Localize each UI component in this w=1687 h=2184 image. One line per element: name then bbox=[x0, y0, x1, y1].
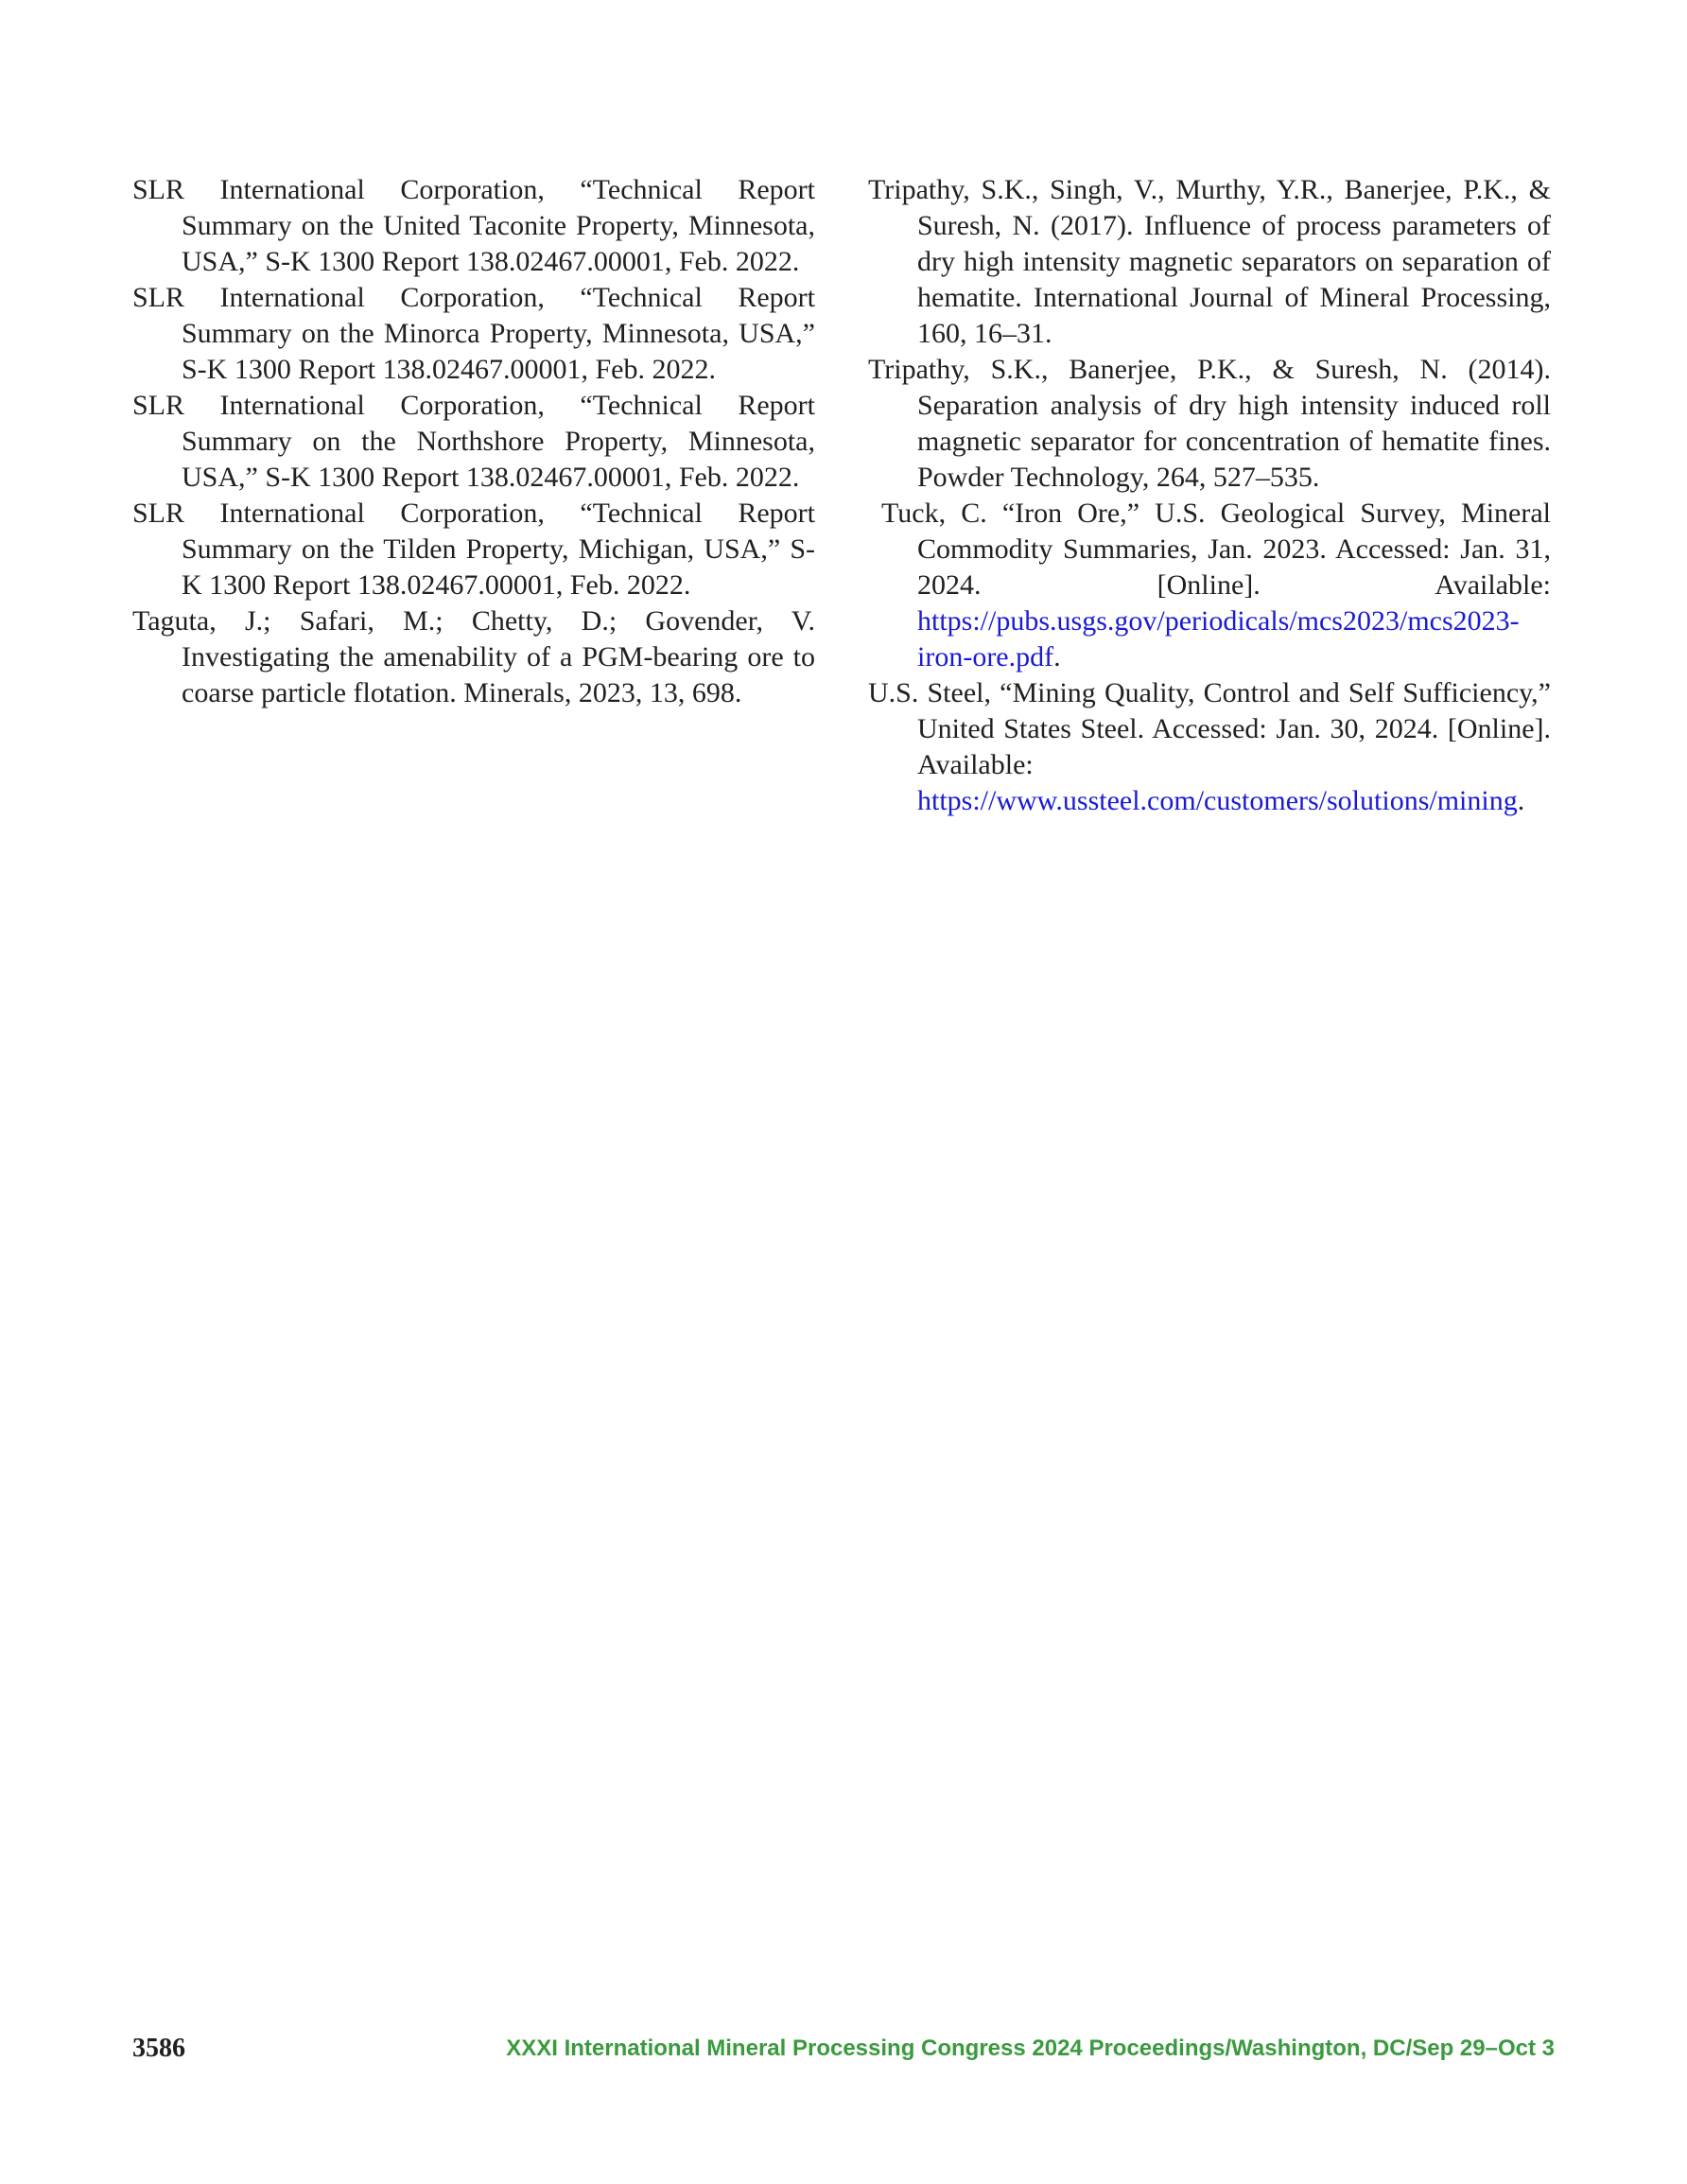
reference-entry: Tripathy, S.K., Banerjee, P.K., & Suresh, N. (2014). Separation analysis of dry high intensity induced roll magnetic separator for concentration of hematite fines. Powder Technology, 264, 527–535. bbox=[868, 354, 1551, 493]
reference-entry: SLR International Corporation, “Technical Report Summary on the United Taconite Property, Minnesota, USA,” S-K 1300 Report 138.02467.00001, Feb. 2022. bbox=[132, 174, 815, 277]
reference-punctuation: . bbox=[1517, 785, 1525, 816]
page-number: 3586 bbox=[132, 2034, 185, 2063]
reference-entry bbox=[868, 675, 1551, 819]
reference-link[interactable]: https://pubs.usgs.gov/periodicals/mcs2023/mcs2023-iron-ore.pdf bbox=[917, 605, 1520, 673]
references-right-column bbox=[868, 172, 1551, 819]
reference-link[interactable]: https://www.ussteel.com/customers/solutions/mining bbox=[917, 785, 1518, 816]
reference-entry: SLR International Corporation, “Technical Report Summary on the Tilden Property, Michigan, USA,” S-K 1300 Report 138.02467.00001, Feb. 2022. bbox=[132, 498, 815, 601]
reference-entry bbox=[881, 496, 1551, 675]
reference-text: U.S. Steel, “Mining Quality, Control and Self Sufficiency,” United States Steel. Accessed: Jan. 30, 2024. [Online]. Available: bbox=[868, 677, 1551, 780]
reference-entry: Taguta, J.; Safari, M.; Chetty, D.; Govender, V. Investigating the amenability of a PGM-bearing ore to coarse particle flotation. Minerals, 2023, 13, 698. bbox=[132, 605, 815, 708]
reference-entry: Tripathy, S.K., Singh, V., Murthy, Y.R., Banerjee, P.K., & Suresh, N. (2017). Influence of process parameters of dry high intensity magnetic separators on separation of hematite. International Journal of Mineral Processing, 160, 16–31. bbox=[868, 174, 1551, 349]
reference-entry: SLR International Corporation, “Technical Report Summary on the Minorca Property, Minnesota, USA,” S-K 1300 Report 138.02467.00001, Feb. 2022. bbox=[132, 282, 815, 385]
page-footer bbox=[132, 2034, 1555, 2071]
references-left-column bbox=[132, 172, 815, 711]
reference-text: Tuck, C. “Iron Ore,” U.S. Geological Survey, Mineral Commodity Summaries, Jan. 2023. Accessed: Jan. 31, 2024. [Online]. Available: bbox=[881, 498, 1551, 601]
running-footer-title: XXXI International Mineral Processing Congress 2024 Proceedings/Washington, DC/Sep 29–Oct 3 bbox=[506, 2035, 1555, 2061]
reference-entry: SLR International Corporation, “Technical Report Summary on the Northshore Property, Minnesota, USA,” S-K 1300 Report 138.02467.00001, Feb. 2022. bbox=[132, 390, 815, 493]
reference-punctuation: . bbox=[1053, 641, 1061, 673]
